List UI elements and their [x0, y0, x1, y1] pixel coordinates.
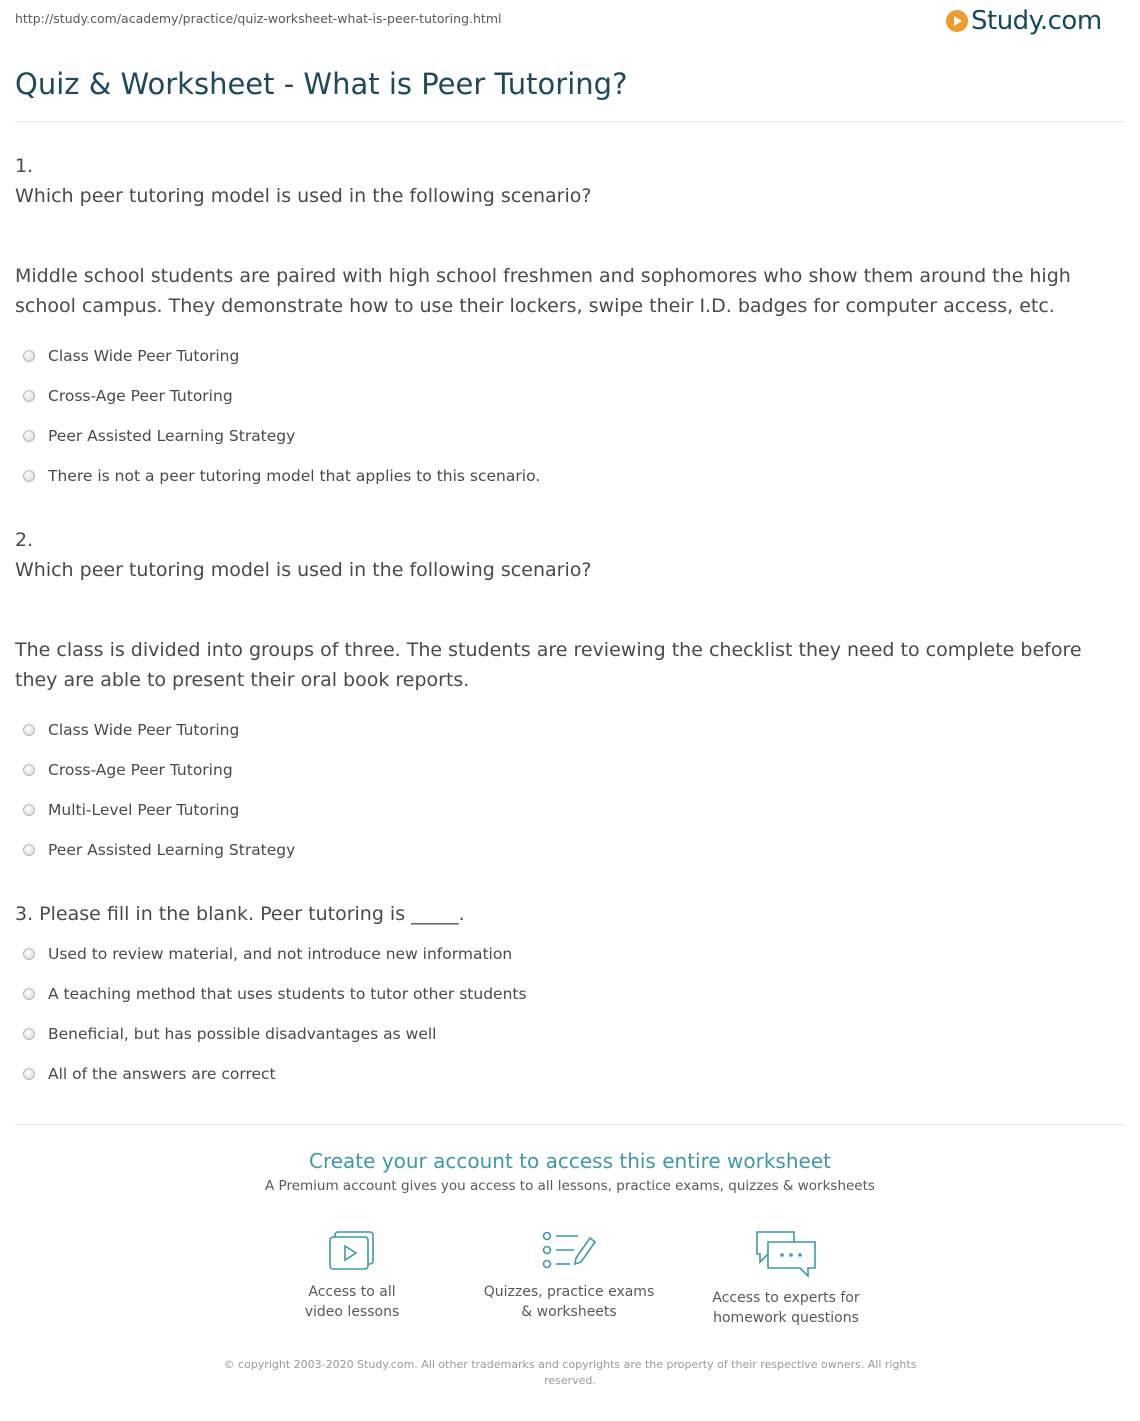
- option-label: Peer Assisted Learning Strategy: [48, 841, 296, 859]
- radio-button[interactable]: [23, 1068, 35, 1080]
- question-2-option-1[interactable]: [23, 721, 239, 739]
- question-1-option-4[interactable]: [23, 467, 540, 485]
- option-label: Cross-Age Peer Tutoring: [48, 761, 233, 779]
- question-3-option-1[interactable]: [23, 945, 512, 963]
- radio-button[interactable]: [23, 844, 35, 856]
- video-lessons-icon: [325, 1228, 379, 1274]
- feature-video-lessons: [257, 1228, 447, 1322]
- option-label: Peer Assisted Learning Strategy: [48, 427, 296, 445]
- feature-quizzes: [474, 1228, 664, 1322]
- play-circle-icon: [946, 10, 968, 32]
- option-label: A teaching method that uses students to tutor other students: [48, 985, 527, 1003]
- question-1-scenario: Middle school students are paired with high school freshmen and sophomores who show them around the high school campus. They demonstrate how to use their lockers, swipe their I.D. badges for computer access, etc.: [15, 265, 1071, 317]
- question-2-number: 2.: [15, 529, 34, 551]
- question-3-option-3[interactable]: [23, 1025, 437, 1043]
- question-1-option-2[interactable]: [23, 387, 233, 405]
- radio-button[interactable]: [23, 390, 35, 402]
- question-2-prompt: Which peer tutoring model is used in the following scenario?: [15, 559, 592, 581]
- feature-label: Quizzes, practice exams & worksheets: [483, 1284, 655, 1320]
- question-2-option-4[interactable]: [23, 841, 295, 859]
- question-2-scenario: The class is divided into groups of three. The students are reviewing the checklist they need to complete before they are able to present their oral book reports.: [15, 639, 1082, 691]
- radio-button[interactable]: [23, 764, 35, 776]
- option-label: All of the answers are correct: [48, 1065, 276, 1083]
- option-label: Class Wide Peer Tutoring: [48, 721, 240, 739]
- radio-button[interactable]: [23, 430, 35, 442]
- option-label: Class Wide Peer Tutoring: [48, 347, 240, 365]
- question-3-option-2[interactable]: [23, 985, 527, 1003]
- question-2-option-3[interactable]: [23, 801, 239, 819]
- option-label: Used to review material, and not introduce new information: [48, 945, 513, 963]
- question-1-prompt: Which peer tutoring model is used in the following scenario?: [15, 185, 592, 207]
- radio-button[interactable]: [23, 470, 35, 482]
- cta-divider: [15, 1124, 1125, 1125]
- radio-button[interactable]: [23, 350, 35, 362]
- radio-button[interactable]: [23, 724, 35, 736]
- chat-bubbles-icon: [754, 1228, 818, 1280]
- option-label: Cross-Age Peer Tutoring: [48, 387, 233, 405]
- page-url: http://study.com/academy/practice/quiz-worksheet-what-is-peer-tutoring.html: [15, 11, 502, 26]
- question-1-number: 1.: [15, 155, 34, 177]
- page-title: Quiz & Worksheet - What is Peer Tutoring?: [15, 67, 628, 101]
- feature-label: Access to experts for homework questions: [712, 1290, 860, 1326]
- quiz-checklist-icon: [540, 1228, 598, 1274]
- title-divider: [15, 121, 1125, 122]
- feature-label: Access to all video lessons: [304, 1284, 400, 1320]
- copyright: © copyright 2003-2020 Study.com. All other trademarks and copyrights are the property of their respective owners. All rights reserved.: [223, 1358, 917, 1387]
- option-label: Beneficial, but has possible disadvantages as well: [48, 1025, 437, 1043]
- radio-button[interactable]: [23, 1028, 35, 1040]
- option-label: Multi-Level Peer Tutoring: [48, 801, 240, 819]
- study-logo[interactable]: [946, 6, 1102, 36]
- option-label: There is not a peer tutoring model that applies to this scenario.: [48, 467, 541, 485]
- radio-button[interactable]: [23, 988, 35, 1000]
- feature-experts: [691, 1228, 881, 1328]
- cta-subtitle: A Premium account gives you access to all lessons, practice exams, quizzes & worksheets: [265, 1178, 875, 1194]
- question-3-prompt: 3. Please fill in the blank. Peer tutoring is _____.: [15, 903, 465, 925]
- question-3-option-4[interactable]: [23, 1065, 276, 1083]
- question-2-option-2[interactable]: [23, 761, 233, 779]
- question-1-option-3[interactable]: [23, 427, 295, 445]
- question-1-option-1[interactable]: [23, 347, 239, 365]
- cta-title[interactable]: Create your account to access this entire worksheet: [309, 1149, 831, 1173]
- logo-text: Study.com: [971, 6, 1102, 36]
- radio-button[interactable]: [23, 948, 35, 960]
- radio-button[interactable]: [23, 804, 35, 816]
